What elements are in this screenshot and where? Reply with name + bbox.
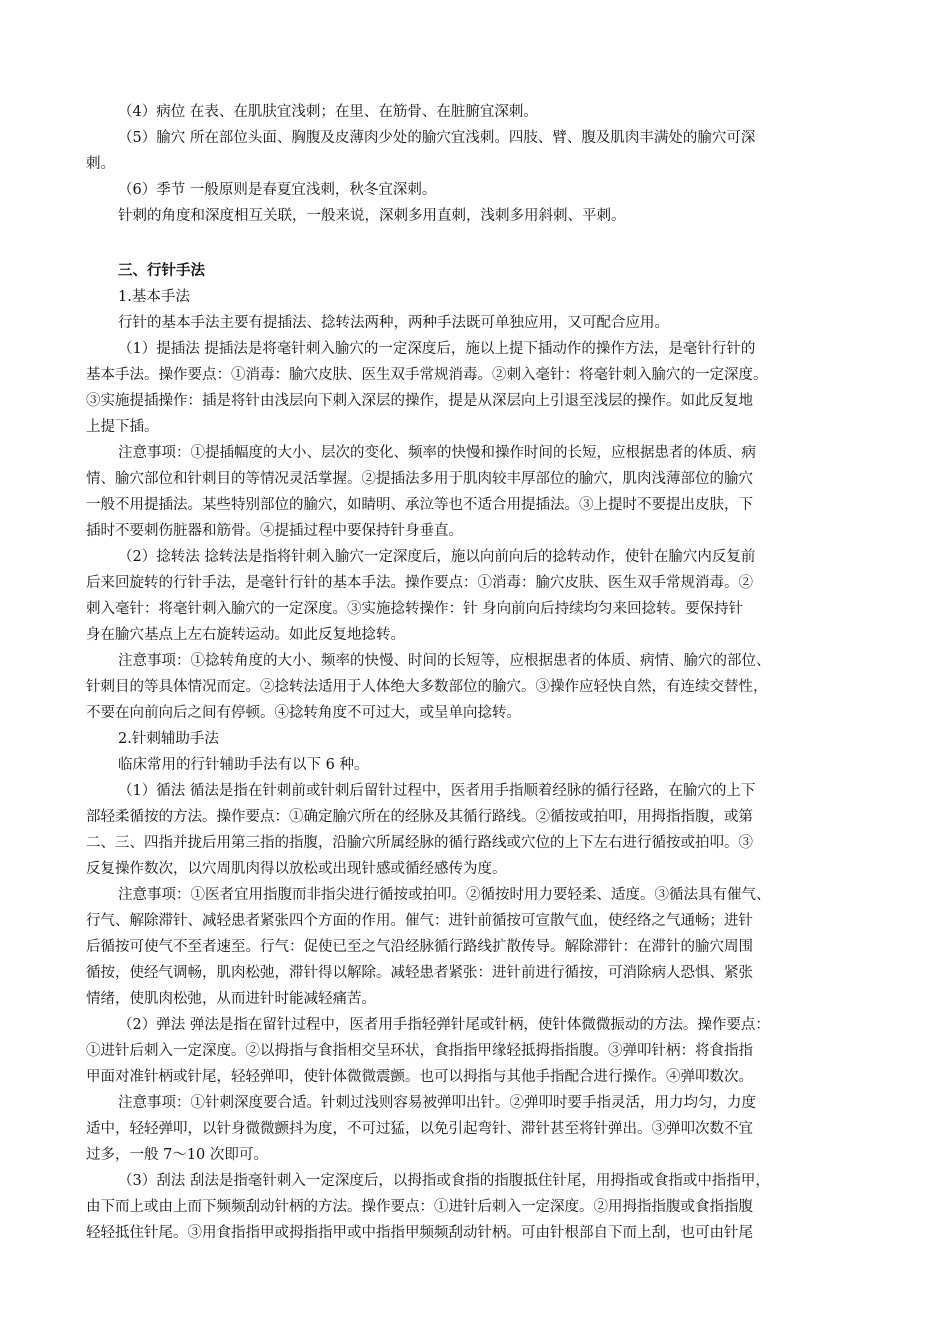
text-line: 适中，轻轻弹叩，以针身微微颤抖为度，不可过猛，以免引起弯针、滞针甚至将针弹出。③弹叩次数不宜 [86,1121,753,1137]
text-line: ③实施提插操作：插是将针由浅层向下刺入深层的操作，提是从深层向上引退至浅层的操作。如此反复地 [86,393,753,409]
text-line: 二、三、四指并拢后用第三指的指腹，沿腧穴所属经脉的循行路线或穴位的上下左右进行循按或拍叩。③ [86,835,753,851]
text-line: 不要在向前向后之间有停顿。④捻转角度不可过大，或呈单向捻转。 [86,705,521,721]
text-line: 临床常用的行针辅助手法有以下 6 种。 [118,757,369,773]
text-line: 注意事项：①针刺深度要合适。针刺过浅则容易被弹叩出针。②弹叩时要手指灵活，用力均匀，力度 [118,1095,756,1111]
text-line: 轻轻抵住针尾。③用食指指甲或拇指指甲或中指指甲频频刮动针柄。可由针根部自下而上刮，也可由针尾 [86,1225,753,1241]
text-line: 一般不用提插法。某些特别部位的腧穴，如睛明、承泣等也不适合用提插法。③上提时不要提出皮肤，下 [86,497,753,513]
text-line: 上提下插。 [86,419,159,435]
text-line: 甲面对准针柄或针尾，轻轻弹叩，使针体微微震颤。也可以拇指与其他手指配合进行操作。④弹叩数次。 [86,1069,753,1085]
text-line: 循按，使经气调畅，肌肉松弛，滞针得以解除。减轻患者紧张：进针前进行循按，可消除病人恐惧、紧张 [86,965,753,981]
text-line: 刺入毫针：将毫针刺入腧穴的一定深度。③实施捻转操作：针 身向前向后持续均匀来回捻转。要保持针 [86,601,744,617]
text-line: 行针的基本手法主要有提插法、捻转法两种，两种手法既可单独应用，又可配合应用。 [118,315,669,331]
text-line: （2）弹法 弹法是指在留针过程中，医者用手指轻弹针尾或针柄，使针体微微振动的方法。操作要点： [118,1017,770,1033]
text-line: （1）循法 循法是指在针刺前或针刺后留针过程中，医者用手指顺着经脉的循行径路，在腧穴的上下 [118,783,756,799]
text-line: 部轻柔循按的方法。操作要点：①确定腧穴所在的经脉及其循行路线。②循按或拍叩，用拇指指腹，或第 [86,809,753,825]
text-line: 反复操作数次，以穴周肌肉得以放松或出现针感或循经感传为度。 [86,861,507,877]
subsection-heading: 2.针刺辅助手法 [118,731,219,747]
text-line: 注意事项：①捻转角度的大小、频率的快慢、时间的长短等，应根据患者的体质、病情、腧穴的部位、 [118,653,771,669]
text-line: （6）季节 一般原则是春夏宜浅刺，秋冬宜深刺。 [118,182,437,198]
text-line: 情、腧穴部位和针刺目的等情况灵活掌握。②提插法多用于肌肉较丰厚部位的腧穴，肌肉浅薄部位的腧穴 [86,471,753,487]
text-line: 注意事项：①提插幅度的大小、层次的变化、频率的快慢和操作时间的长短，应根据患者的体质、病 [118,445,756,461]
text-line: 刺。 [86,156,115,172]
text-line: 插时不要刺伤脏器和筋骨。④提插过程中要保持针身垂直。 [86,523,463,539]
text-line: 注意事项：①医者宜用指腹而非指尖进行循按或拍叩。②循按时用力要轻柔、适度。③循法具有催气、 [118,887,771,903]
section-heading: 三、行针手法 [118,262,205,279]
text-line: 后来回旋转的行针手法，是毫针行针的基本手法。操作要点：①消毒：腧穴皮肤、医生双手常规消毒。② [86,575,753,591]
text-line: 基本手法。操作要点：①消毒：腧穴皮肤、医生双手常规消毒。②刺入毫针：将毫针刺入腧穴的一定深度。 [86,367,768,383]
text-line: 由下而上或由上而下频频刮动针柄的方法。操作要点：①进针后刺入一定深度。②用拇指指腹或食指指腹 [86,1199,753,1215]
text-line: 情绪，使肌肉松弛，从而进针时能减轻痛苦。 [86,991,376,1007]
text-line: 身在腧穴基点上左右旋转运动。如此反复地捻转。 [86,627,405,643]
text-line: 后循按可使气不至者速至。行气：促使已至之气沿经脉循行路线扩散传导。解除滞针：在滞针的腧穴周围 [86,939,753,955]
text-line: （5）腧穴 所在部位头面、胸腹及皮薄肉少处的腧穴宜浅刺。四肢、臂、腹及肌肉丰满处的腧穴可深 [118,130,756,146]
text-line: （1）提插法 提插法是将毫针刺入腧穴的一定深度后，施以上提下插动作的操作方法，是毫针行针的 [118,341,756,357]
text-line: 针刺的角度和深度相互关联，一般来说，深刺多用直刺，浅刺多用斜刺、平刺。 [118,208,626,224]
text-line: （4）病位 在表、在肌肤宜浅刺；在里、在筋骨、在脏腑宜深刺。 [118,104,538,120]
text-line: （3）刮法 刮法是指毫针刺入一定深度后，以拇指或食指的指腹抵住针尾，用拇指或食指或中指指甲， [118,1173,770,1189]
text-line: ①进针后刺入一定深度。②以拇指与食指相交呈环状，食指指甲缘轻抵拇指指腹。③弹叩针柄：将食指指 [86,1043,753,1059]
text-line: 过多，一般 7～10 次即可。 [86,1147,268,1163]
text-line: （2）捻转法 捻转法是指将针刺入腧穴一定深度后，施以向前向后的捻转动作，使针在腧穴内反复前 [118,549,756,565]
text-line: 针刺目的等具体情况而定。②捻转法适用于人体绝大多数部位的腧穴。③操作应轻快自然，有连续交替性， [86,679,768,695]
subsection-heading: 1.基本手法 [118,289,190,305]
text-line: 行气、解除滞针、减轻患者紧张四个方面的作用。催气：进针前循按可宣散气血，使经络之气通畅；进针 [86,913,753,929]
